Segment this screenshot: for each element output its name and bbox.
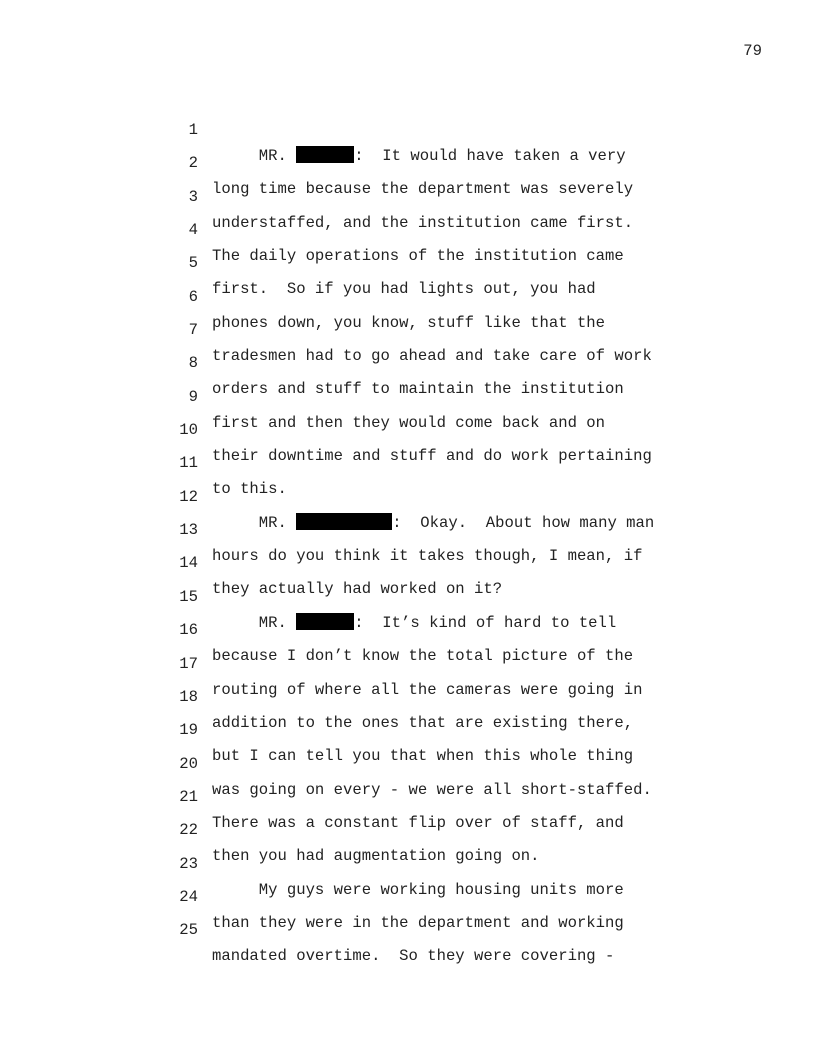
line-number: 10 [179,421,198,440]
line-number: 12 [179,487,198,506]
line-number: 18 [179,687,198,706]
line-text: mandated overtime. So they were covering - [212,947,615,966]
transcript-line [0,258,816,332]
line-text: My guys were working housing units more [212,880,624,899]
line-number: 21 [179,787,198,806]
line-number: 3 [188,187,198,206]
transcript-line [0,158,816,232]
line-number: 2 [188,154,198,173]
speaker-prefix: MR. [212,513,297,532]
line-text: long time because the department was severely [212,180,634,199]
transcript-line [0,91,816,165]
line-text: but I can tell you that when this whole thing [212,747,634,766]
line-number: 14 [179,554,198,573]
line-number: 15 [179,587,198,606]
line-number: 25 [179,921,198,940]
line-number: 4 [188,221,198,240]
transcript-line [0,224,816,299]
line-text: routing of where all the cameras were going in [212,680,643,699]
line-text: to this. [212,480,287,499]
line-text: they actually had worked on it? [212,580,503,599]
line-text: addition to the ones that are existing there, [212,713,634,732]
line-number: 9 [188,387,198,406]
transcript-line [0,191,816,266]
line-number: 11 [179,454,198,473]
line-number: 6 [188,287,198,306]
line-number: 17 [179,654,198,673]
transcript-line [0,324,816,399]
line-text: hours do you think it takes though, I mean, if [212,547,643,566]
page-number: 79 [743,42,762,60]
line-number: 16 [179,621,198,640]
transcript-line [0,291,816,366]
line-text: first. So if you had lights out, you had [212,280,596,299]
line-text: orders and stuff to maintain the institution [212,380,624,399]
transcript-line [0,891,816,966]
line-text: was going on every - we were all short-staffed. [212,780,652,799]
line-text: understaffed, and the institution came first. [212,213,634,232]
line-number: 5 [188,254,198,273]
line-text: because I don’t know the total picture of the [212,647,634,666]
speech-text: : Okay. About how many man [392,513,655,532]
line-text: The daily operations of the institution came [212,247,624,266]
line-text: then you had augmentation going on. [212,847,540,866]
line-text: than they were in the department and working [212,913,624,932]
speaker-prefix: MR. [212,613,297,632]
line-text: There was a constant flip over of staff, and [212,813,624,832]
line-number: 1 [188,121,198,139]
line-text: their downtime and stuff and do work pertaining [212,447,652,466]
speech-text: : It’s kind of hard to tell [354,613,617,632]
line-number: 22 [179,821,198,840]
speaker-prefix: MR. [212,147,297,165]
line-text: tradesmen had to go ahead and take care of work [212,347,652,366]
line-number: 7 [188,321,198,340]
line-number: 8 [188,354,198,373]
speech-text: : It would have taken a very [354,147,626,165]
line-number: 19 [179,721,198,740]
line-text: first and then they would come back and on [212,413,606,432]
transcript-line [0,124,816,199]
transcript-body [0,91,816,966]
line-number: 23 [179,854,198,873]
line-number: 13 [179,521,198,540]
line-number: 24 [179,887,198,906]
line-number: 20 [179,754,198,773]
line-text: phones down, you know, stuff like that the [212,313,606,332]
